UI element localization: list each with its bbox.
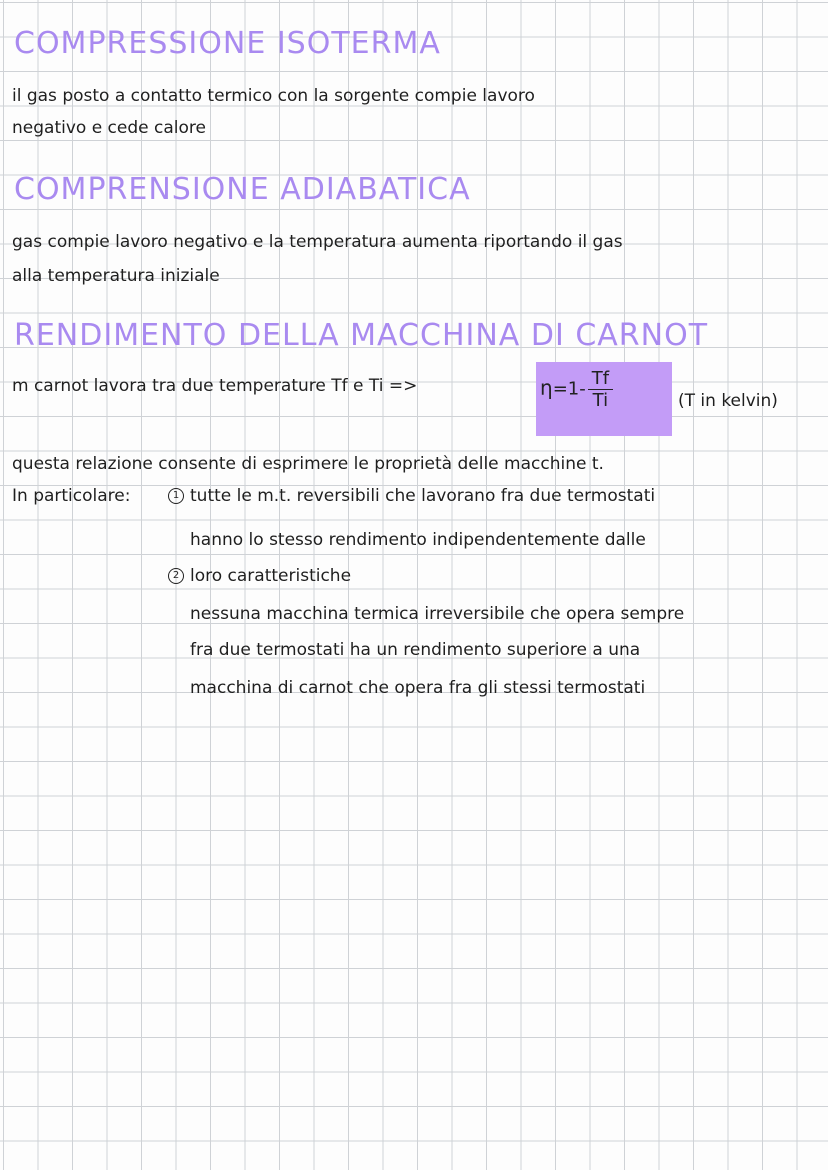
circled-number-1: 1	[168, 488, 184, 504]
list-item	[168, 486, 655, 506]
item-line: fra due termostati ha un rendimento superiore a una	[190, 640, 641, 660]
formula-numerator: Tf	[588, 368, 613, 390]
heading-comprensione-adiabatica: COMPRENSIONE ADIABATICA	[14, 172, 471, 207]
in-particolare-label: In particolare:	[12, 486, 131, 506]
formula-denominator: Ti	[592, 390, 609, 411]
carnot-intro-line: m carnot lavora tra due temperature Tf e Ti =>	[12, 376, 418, 396]
text-line: gas compie lavoro negativo e la temperatura aumenta riportando il gas	[12, 232, 623, 252]
carnot-efficiency-formula	[540, 368, 613, 411]
item-line: loro caratteristiche	[190, 566, 352, 586]
item-line: macchina di carnot che opera fra gli stessi termostati	[190, 678, 646, 698]
text-line: negativo e cede calore	[12, 118, 206, 138]
text-line: il gas posto a contatto termico con la sorgente compie lavoro	[12, 86, 535, 106]
formula-note: (T in kelvin)	[678, 391, 778, 411]
item-line: tutte le m.t. reversibili che lavorano fra due termostati	[190, 486, 656, 506]
text-line: questa relazione consente di esprimere le proprietà delle macchine t.	[12, 454, 604, 474]
item-line: nessuna macchina termica irreversibile che opera sempre	[190, 604, 685, 624]
circled-number-2: 2	[168, 568, 184, 584]
heading-compressione-isoterma: COMPRESSIONE ISOTERMA	[14, 26, 441, 61]
formula-fraction	[588, 368, 613, 411]
formula-eta: η	[540, 375, 553, 400]
item-line: hanno lo stesso rendimento indipendentemente dalle	[190, 530, 646, 550]
formula-equals: =1-	[552, 378, 586, 400]
list-item	[168, 566, 351, 586]
text-line: alla temperatura iniziale	[12, 266, 220, 286]
heading-rendimento-carnot: RENDIMENTO DELLA MACCHINA DI CARNOT	[14, 318, 709, 353]
